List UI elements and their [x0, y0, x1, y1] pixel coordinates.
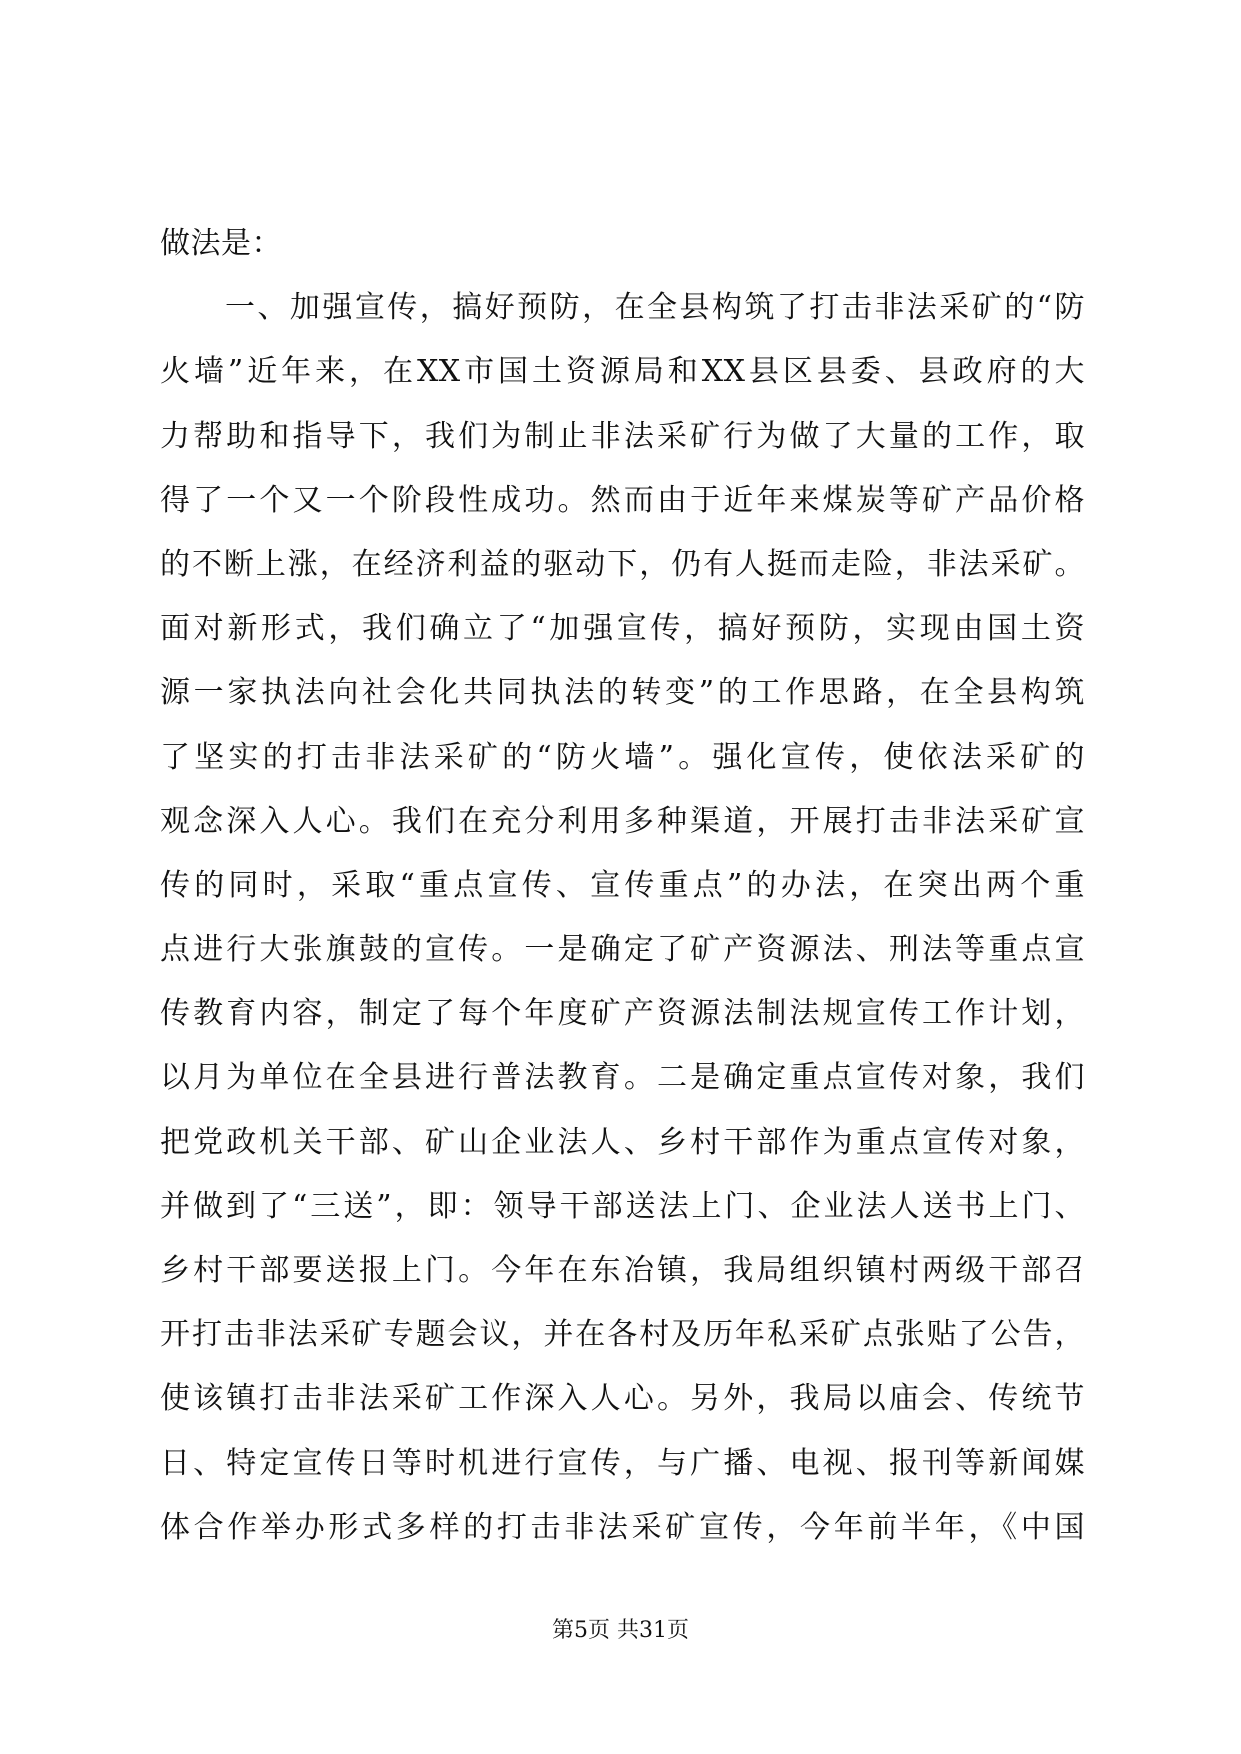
- text-line: 并做到了“三送”，即：领导干部送法上门、企业法人送书上门、: [160, 1188, 1085, 1224]
- text-line: 把党政机关干部、矿山企业法人、乡村干部作为重点宣传对象，: [160, 1124, 1085, 1160]
- text-line: 观念深入人心。我们在充分利用多种渠道，开展打击非法采矿宣: [160, 803, 1085, 839]
- text-line: 传教育内容，制定了每个年度矿产资源法制法规宣传工作计划，: [160, 996, 1085, 1032]
- text-line: 开打击非法采矿专题会议，并在各村及历年私采矿点张贴了公告，: [160, 1317, 1085, 1353]
- text-line: 传的同时，采取“重点宣传、宣传重点”的办法，在突出两个重: [160, 867, 1085, 903]
- text-line: 以月为单位在全县进行普法教育。二是确定重点宣传对象，我们: [160, 1060, 1085, 1096]
- text-line: 面对新形式，我们确立了“加强宣传，搞好预防，实现由国土资: [160, 611, 1085, 647]
- text-line: 使该镇打击非法采矿工作深入人心。另外，我局以庙会、传统节: [160, 1381, 1085, 1417]
- text-line: 得了一个又一个阶段性成功。然而由于近年来煤炭等矿产品价格: [160, 482, 1085, 518]
- text-line: 做法是：: [160, 226, 282, 261]
- text-line: 力帮助和指导下，我们为制止非法采矿行为做了大量的工作，取: [160, 418, 1085, 454]
- text-line: 体合作举办形式多样的打击非法采矿宣传，今年前半年，《中国: [160, 1509, 1085, 1545]
- text-line: 源一家执法向社会化共同执法的转变”的工作思路，在全县构筑: [160, 675, 1085, 711]
- page-number-footer: 第5页 共31页: [552, 1618, 689, 1643]
- document-body: [160, 212, 1085, 1560]
- text-line: 一、加强宣传，搞好预防，在全县构筑了打击非法采矿的“防: [160, 290, 1085, 326]
- text-line: 日、特定宣传日等时机进行宣传，与广播、电视、报刊等新闻媒: [160, 1445, 1085, 1481]
- text-line: 了坚实的打击非法采矿的“防火墙”。强化宣传，使依法采矿的: [160, 739, 1085, 775]
- text-line: 乡村干部要送报上门。今年在东冶镇，我局组织镇村两级干部召: [160, 1253, 1085, 1288]
- text-line: 点进行大张旗鼓的宣传。一是确定了矿产资源法、刑法等重点宣: [160, 932, 1085, 968]
- text-line: 火墙”近年来，在XX市国土资源局和XX县区县委、县政府的大: [160, 354, 1085, 390]
- text-line: 的不断上涨，在经济利益的驱动下，仍有人挺而走险，非法采矿。: [160, 546, 1085, 582]
